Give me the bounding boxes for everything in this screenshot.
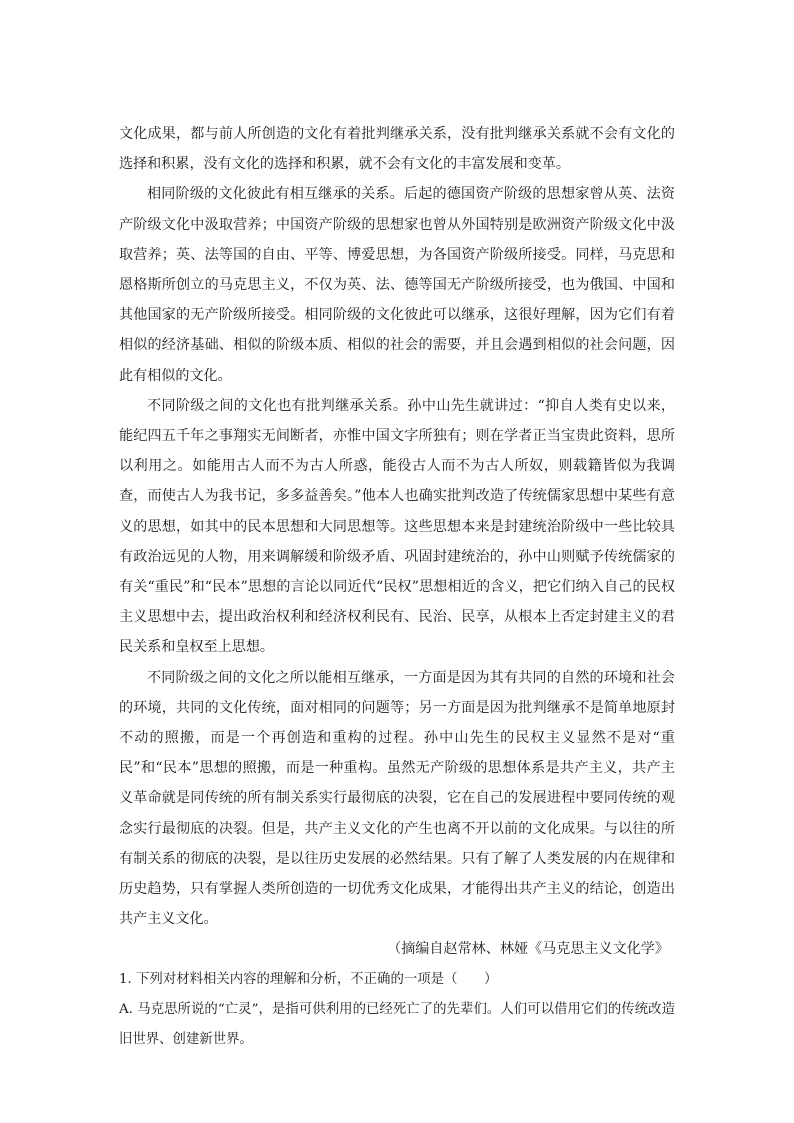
paragraph-1: 文化成果，都与前人所创造的文化有着批判继承关系，没有批判继承关系就不会有文化的选择和积累，没有文化的选择和积累，就不会有文化的丰富发展和变革。: [119, 126, 675, 173]
question-stem: 1. 下列对材料相关内容的理解和分析，不正确的一项是（ ）: [119, 971, 498, 987]
paragraph-2: 相同阶级的文化彼此有相互继承的关系。后起的德国资产阶级的思想家曾从英、法资产阶级文化中汲取营养；中国资产阶级的思想家也曾从外国特别是欧洲资产阶级文化中汲取营养；英、法等国的自由、平等、博爱思想，为各国资产阶级所接受。同样，马克思和恩格斯所创立的马克思主义，不仅为英、法、德等国无产阶级所接受，也为俄国、中国和其他国家的无产阶级所接受。相同阶级的文化彼此可以继承，这很好理解，因为它们有着相似的经济基础、相似的阶级本质、相似的社会的需要，并且会遇到相似的社会问题，因此有相似的文化。: [119, 186, 675, 384]
paragraph-4: 不同阶级之间的文化之所以能相互继承，一方面是因为其有共同的自然的环境和社会的环境，共同的文化传统，面对相同的问题等；另一方面是因为批判继承不是简单地原封不动的照搬，而是一个再创造和重构的过程。孙中山先生的民权主义显然不是对“重民”和“民本”思想的照搬，而是一种重构。虽然无产阶级的思想体系是共产主义，共产主义革命就是同传统的所有制关系实行最彻底的决裂，它在自己的发展进程中要同传统的观念实行最彻底的决裂。但是，共产主义文化的产生也离不开以前的文化成果。与以往的所有制关系的彻底的决裂，是以往历史发展的必然结果。只有了解了人类发展的内在规律和历史趋势，只有掌握人类所创造的一切优秀文化成果，才能得出共产主义的结论，创造出共产主义文化。: [119, 669, 675, 928]
source-citation: （摘编自赵常林、林娅《马克思主义文化学》: [387, 941, 669, 958]
question-option-a: A. 马克思所说的“亡灵”，是指可供利用的已经死亡了的先辈们。人们可以借用它们的传统改造旧世界、创建新世界。: [119, 1001, 675, 1048]
document-body: [119, 119, 675, 1055]
paragraph-3: 不同阶级之间的文化也有批判继承关系。孙中山先生就讲过：“抑自人类有史以来，能纪四五千年之事翔实无间断者，亦惟中国文字所独有；则在学者正当宝贵此资料，思所以利用之。如能用古人而不为古人所惑，能役古人而不为古人所奴，则载籍皆似为我调查，而使古人为我书记，多多益善矣。”他本人也确实批判改造了传统儒家思想中某些有意义的思想，如其中的民本思想和大同思想等。这些思想本来是封建统治阶级中一些比较具有政治远见的人物，用来调解缓和阶级矛盾、巩固封建统治的，孙中山则赋予传统儒家的有关“重民”和“民本”思想的言论以同近代“民权”思想相近的含义，把它们纳入自己的民权主义思想中去，提出政治权利和经济权利民有、民治、民享，从根本上否定封建主义的君民关系和皇权至上思想。: [119, 397, 675, 656]
